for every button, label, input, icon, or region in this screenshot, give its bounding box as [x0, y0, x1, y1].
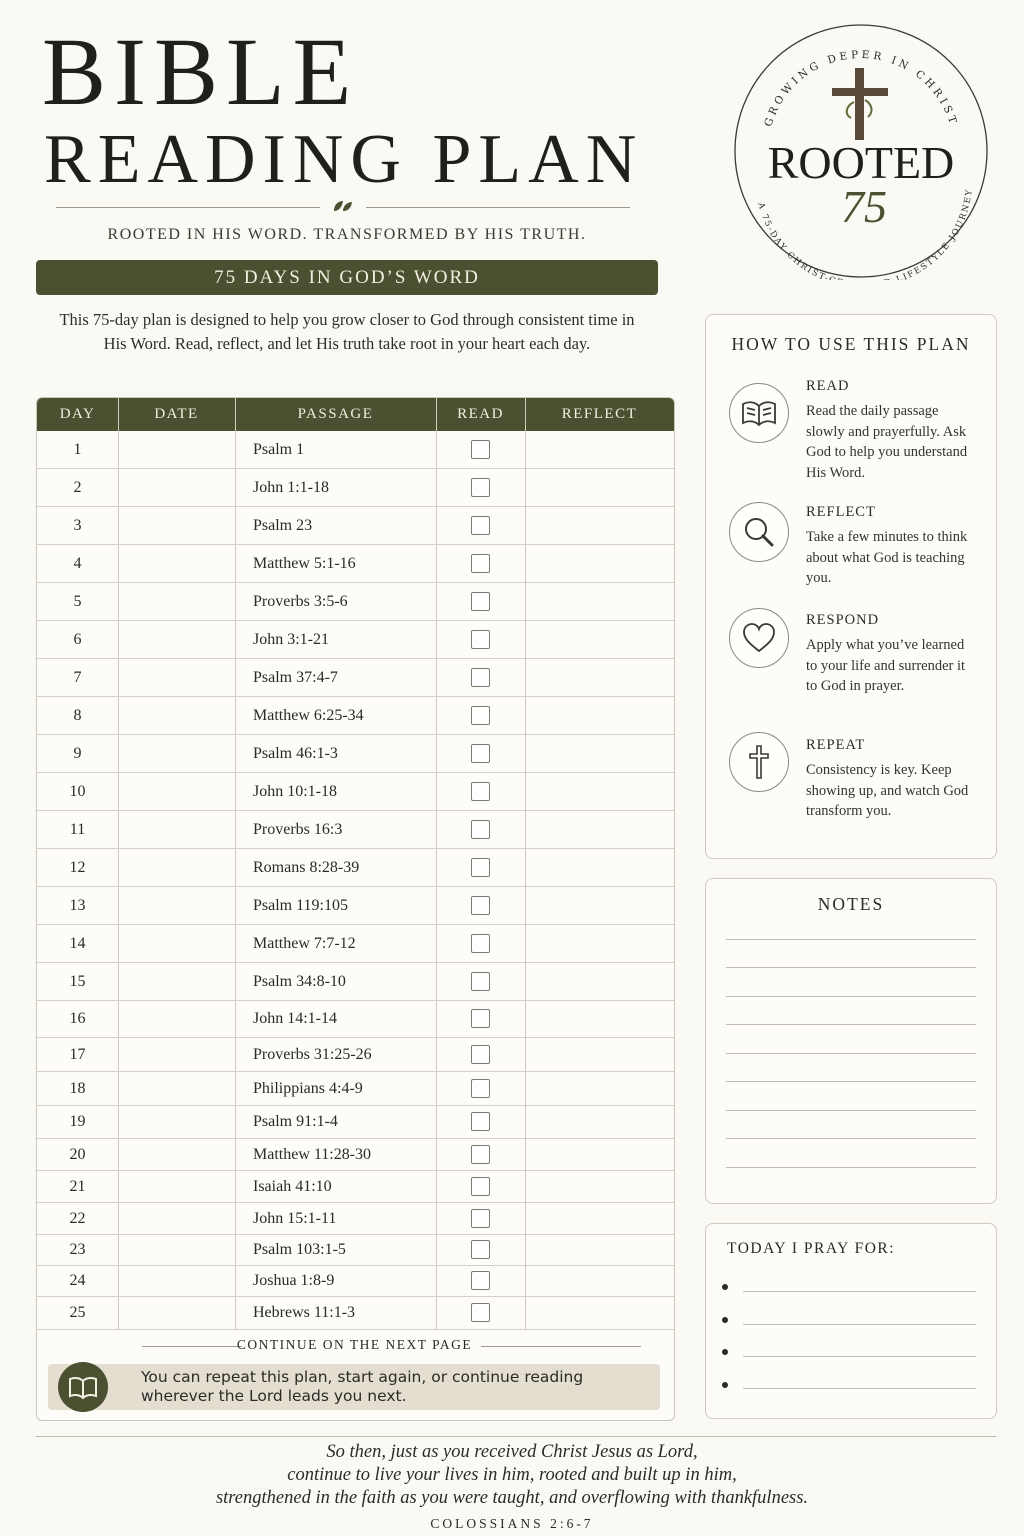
reflect-cell[interactable]	[526, 1038, 674, 1071]
date-cell[interactable]	[119, 1072, 235, 1105]
open-book-icon	[729, 383, 789, 443]
passage: Psalm 103:1-5	[253, 1241, 346, 1258]
table-row	[37, 1297, 674, 1330]
pray-panel	[705, 1223, 997, 1419]
read-checkbox[interactable]	[471, 896, 490, 915]
table-row	[37, 963, 674, 1001]
date-cell[interactable]	[119, 773, 235, 810]
book-badge-icon	[58, 1362, 108, 1412]
table-row	[37, 1203, 674, 1235]
passage: Proverbs 31:25-26	[253, 1046, 372, 1063]
step-respond-text: Apply what you’ve learned to your life and surrender it to God in prayer.	[806, 637, 966, 694]
date-cell[interactable]	[119, 735, 235, 772]
date-cell[interactable]	[119, 545, 235, 582]
date-cell[interactable]	[119, 925, 235, 962]
header-reflect: REFLECT	[561, 406, 638, 422]
read-checkbox[interactable]	[471, 1240, 490, 1259]
date-cell[interactable]	[119, 659, 235, 696]
reflect-cell[interactable]	[526, 1203, 674, 1234]
read-checkbox[interactable]	[471, 1177, 490, 1196]
day-number: 8	[73, 707, 82, 724]
repeat-note-line-1: You can repeat this plan, start again, or continue reading	[141, 1368, 584, 1386]
continue-note	[36, 1337, 673, 1355]
day-number: 21	[69, 1178, 86, 1195]
logo-arc-top: GROWING DEPER IN CHRIST	[762, 48, 960, 129]
day-number: 12	[69, 859, 86, 876]
date-cell[interactable]	[119, 583, 235, 620]
cross-icon	[729, 732, 789, 792]
note-line[interactable]	[726, 996, 976, 997]
step-reflect-heading: REFLECT	[806, 504, 876, 520]
note-line[interactable]	[726, 1081, 976, 1082]
passage: Hebrews 11:1-3	[253, 1304, 356, 1321]
note-line[interactable]	[726, 1167, 976, 1168]
read-checkbox[interactable]	[471, 1079, 490, 1098]
day-number: 7	[73, 669, 82, 686]
passage: Joshua 1:8-9	[253, 1272, 335, 1289]
verse-line-2: continue to live your lives in him, rooted and built up in him,	[287, 1465, 737, 1485]
table-row	[37, 431, 674, 469]
date-cell[interactable]	[119, 1297, 235, 1329]
banner: 75 DAYS IN GOD’S WORD	[36, 260, 658, 295]
read-checkbox[interactable]	[471, 1045, 490, 1064]
day-number: 4	[73, 555, 82, 572]
reflect-cell[interactable]	[526, 925, 674, 962]
reflect-cell[interactable]	[526, 773, 674, 810]
reflect-cell[interactable]	[526, 1001, 674, 1037]
bullet-icon	[722, 1382, 728, 1388]
passage: John 14:1-14	[253, 1010, 337, 1027]
bullet-icon	[722, 1349, 728, 1355]
passage: Psalm 91:1-4	[253, 1113, 338, 1130]
reflect-cell[interactable]	[526, 469, 674, 506]
table-row	[37, 1001, 674, 1038]
passage: Psalm 34:8-10	[253, 973, 346, 990]
bullet-icon	[722, 1317, 728, 1323]
header-day: DAY	[59, 406, 96, 422]
date-cell[interactable]	[119, 1001, 235, 1037]
table-row	[37, 735, 674, 773]
logo-number: 75	[841, 181, 887, 232]
day-number: 6	[73, 631, 82, 648]
read-checkbox[interactable]	[471, 478, 490, 497]
passage: Isaiah 41:10	[253, 1178, 332, 1195]
intro-text: This 75-day plan is designed to help you grow closer to God through consistent time in His Word. Read, reflect, and let His truth take root in your heart each day.	[59, 310, 635, 353]
prayer-line[interactable]	[743, 1291, 976, 1292]
verse-line-3: strengthened in the faith as you were taught, and overflowing with thankfulness.	[215, 1488, 809, 1508]
read-checkbox[interactable]	[471, 1145, 490, 1164]
day-number: 1	[73, 441, 82, 458]
reflect-cell[interactable]	[526, 963, 674, 1000]
reflect-cell[interactable]	[526, 1235, 674, 1265]
notes-title: NOTES	[817, 894, 885, 914]
date-cell[interactable]	[119, 811, 235, 848]
passage: Romans 8:28-39	[253, 859, 360, 876]
reflect-cell[interactable]	[526, 621, 674, 658]
date-cell[interactable]	[119, 1171, 235, 1202]
passage: Psalm 46:1-3	[253, 745, 338, 762]
read-checkbox[interactable]	[471, 1209, 490, 1228]
step-repeat-heading: REPEAT	[806, 737, 866, 753]
table-row	[37, 621, 674, 659]
day-number: 24	[69, 1272, 86, 1289]
note-line[interactable]	[726, 1110, 976, 1111]
table-row	[37, 1106, 674, 1139]
table-row	[37, 659, 674, 697]
note-line[interactable]	[726, 967, 976, 968]
table-row	[37, 811, 674, 849]
prayer-line[interactable]	[743, 1388, 976, 1389]
read-checkbox[interactable]	[471, 592, 490, 611]
read-checkbox[interactable]	[471, 706, 490, 725]
table-row	[37, 773, 674, 811]
read-checkbox[interactable]	[471, 858, 490, 877]
table-row	[37, 697, 674, 735]
verse-line-1: So then, just as you received Christ Jesus as Lord,	[326, 1442, 698, 1462]
table-row	[37, 583, 674, 621]
table-row	[37, 1235, 674, 1266]
rooted-logo	[734, 22, 988, 280]
reflect-cell[interactable]	[526, 811, 674, 848]
read-checkbox[interactable]	[471, 972, 490, 991]
divider-right	[366, 207, 630, 208]
heart-icon	[729, 608, 789, 668]
date-cell[interactable]	[119, 1038, 235, 1071]
header-read: READ	[457, 406, 504, 422]
divider-left	[56, 207, 320, 208]
date-cell[interactable]	[119, 1266, 235, 1296]
reading-table	[36, 397, 675, 1421]
note-line[interactable]	[726, 1053, 976, 1054]
day-number: 9	[73, 745, 82, 762]
read-checkbox[interactable]	[471, 782, 490, 801]
read-checkbox[interactable]	[471, 1271, 490, 1290]
pray-title: TODAY I PRAY FOR:	[727, 1240, 896, 1257]
step-repeat-text: Consistency is key. Keep showing up, and watch God transform you.	[806, 762, 969, 819]
reflect-cell[interactable]	[526, 659, 674, 696]
cross-logo-icon	[832, 68, 888, 140]
passage: John 1:1-18	[253, 479, 329, 496]
read-checkbox[interactable]	[471, 744, 490, 763]
repeat-note-text	[141, 1368, 583, 1406]
header-passage: PASSAGE	[297, 406, 374, 422]
reflect-cell[interactable]	[526, 431, 674, 468]
reflect-cell[interactable]	[526, 1139, 674, 1170]
day-number: 20	[69, 1146, 86, 1163]
read-checkbox[interactable]	[471, 630, 490, 649]
bullet-icon	[722, 1284, 728, 1290]
verse-reference: COLOSSIANS 2:6-7	[430, 1516, 594, 1531]
read-checkbox[interactable]	[471, 440, 490, 459]
magnifier-icon	[729, 502, 789, 562]
passage: Matthew 7:7-12	[253, 935, 356, 952]
step-read-text: Read the daily passage slowly and prayerfully. Ask God to help you understand His Word.	[806, 403, 968, 481]
table-row	[37, 925, 674, 963]
passage: Psalm 119:105	[253, 897, 348, 914]
title-line-2: READING PLAN	[44, 121, 644, 198]
note-line[interactable]	[726, 1138, 976, 1139]
how-to-panel	[705, 314, 997, 859]
passage: Psalm 23	[253, 517, 313, 534]
step-respond-heading: RESPOND	[806, 612, 880, 628]
passage: Proverbs 16:3	[253, 821, 343, 838]
logo-arc-bottom: A 75-DAY CHRIST- LIFESTYLE JOURNEY	[755, 187, 975, 280]
table-row	[37, 1171, 674, 1203]
read-checkbox[interactable]	[471, 1303, 490, 1322]
day-number: 2	[73, 479, 82, 496]
table-row	[37, 545, 674, 583]
table-row	[37, 1266, 674, 1297]
how-to-title: HOW TO USE THIS PLAN	[731, 334, 971, 354]
date-cell[interactable]	[119, 621, 235, 658]
step-reflect-text: Take a few minutes to think about what God is teaching you.	[806, 529, 968, 586]
reflect-cell[interactable]	[526, 1297, 674, 1329]
prayer-line[interactable]	[743, 1324, 976, 1325]
leaf-ornament-icon	[328, 197, 358, 217]
table-row	[37, 849, 674, 887]
date-cell[interactable]	[119, 1106, 235, 1138]
title-line-1: BIBLE	[42, 18, 360, 125]
date-cell[interactable]	[119, 431, 235, 468]
date-cell[interactable]	[119, 507, 235, 544]
passage: John 10:1-18	[253, 783, 337, 800]
read-checkbox[interactable]	[471, 516, 490, 535]
day-number: 15	[69, 973, 86, 990]
note-line[interactable]	[726, 939, 976, 940]
table-row	[37, 469, 674, 507]
continue-rule-right	[481, 1346, 641, 1347]
table-row	[37, 1038, 674, 1072]
date-cell[interactable]	[119, 1139, 235, 1170]
header-date: DATE	[154, 406, 199, 422]
reflect-cell[interactable]	[526, 583, 674, 620]
read-checkbox[interactable]	[471, 1112, 490, 1131]
date-cell[interactable]	[119, 1203, 235, 1234]
day-number: 3	[73, 517, 82, 534]
date-cell[interactable]	[119, 849, 235, 886]
read-checkbox[interactable]	[471, 934, 490, 953]
read-checkbox[interactable]	[471, 820, 490, 839]
day-number: 25	[69, 1304, 86, 1321]
day-number: 16	[69, 1010, 86, 1027]
reflect-cell[interactable]	[526, 697, 674, 734]
date-cell[interactable]	[119, 1235, 235, 1265]
reflect-cell[interactable]	[526, 1171, 674, 1202]
continue-text: CONTINUE ON THE NEXT PAGE	[236, 1337, 473, 1352]
day-number: 5	[73, 593, 82, 610]
reflect-cell[interactable]	[526, 1106, 674, 1138]
date-cell[interactable]	[119, 469, 235, 506]
day-number: 23	[69, 1241, 86, 1258]
date-cell[interactable]	[119, 887, 235, 924]
reflect-cell[interactable]	[526, 887, 674, 924]
day-number: 13	[69, 897, 86, 914]
day-number: 22	[69, 1210, 86, 1227]
footer-divider	[36, 1436, 996, 1437]
note-line[interactable]	[726, 1024, 976, 1025]
day-number: 18	[69, 1080, 86, 1097]
passage: Matthew 5:1-16	[253, 555, 356, 572]
table-row	[37, 1072, 674, 1106]
passage: Psalm 1	[253, 441, 305, 458]
reflect-cell[interactable]	[526, 507, 674, 544]
read-checkbox[interactable]	[471, 554, 490, 573]
table-header	[37, 398, 674, 431]
passage: John 3:1-21	[253, 631, 329, 648]
read-checkbox[interactable]	[471, 1009, 490, 1028]
reflect-cell[interactable]	[526, 735, 674, 772]
day-number: 19	[69, 1113, 86, 1130]
logo-word: ROOTED	[767, 137, 955, 188]
passage: Matthew 6:25-34	[253, 707, 364, 724]
step-read-heading: READ	[806, 378, 850, 394]
passage: Psalm 37:4-7	[253, 669, 338, 686]
tagline: ROOTED IN HIS WORD. TRANSFORMED BY HIS TRUTH.	[107, 226, 587, 243]
prayer-line[interactable]	[743, 1356, 976, 1357]
passage: Philippians 4:4-9	[253, 1080, 363, 1097]
reflect-cell[interactable]	[526, 849, 674, 886]
day-number: 11	[69, 821, 86, 838]
table-row	[37, 1139, 674, 1171]
date-cell[interactable]	[119, 963, 235, 1000]
table-row	[37, 887, 674, 925]
day-number: 10	[69, 783, 86, 800]
reflect-cell[interactable]	[526, 545, 674, 582]
table-row	[37, 507, 674, 545]
day-number: 17	[69, 1046, 86, 1063]
passage: Proverbs 3:5-6	[253, 593, 348, 610]
reflect-cell[interactable]	[526, 1266, 674, 1296]
date-cell[interactable]	[119, 697, 235, 734]
passage: John 15:1-11	[253, 1210, 337, 1227]
reflect-cell[interactable]	[526, 1072, 674, 1105]
notes-panel	[705, 878, 997, 1204]
day-number: 14	[69, 935, 86, 952]
repeat-note-line-2: wherever the Lord leads you next.	[141, 1387, 407, 1405]
passage: Matthew 11:28-30	[253, 1146, 372, 1163]
read-checkbox[interactable]	[471, 668, 490, 687]
